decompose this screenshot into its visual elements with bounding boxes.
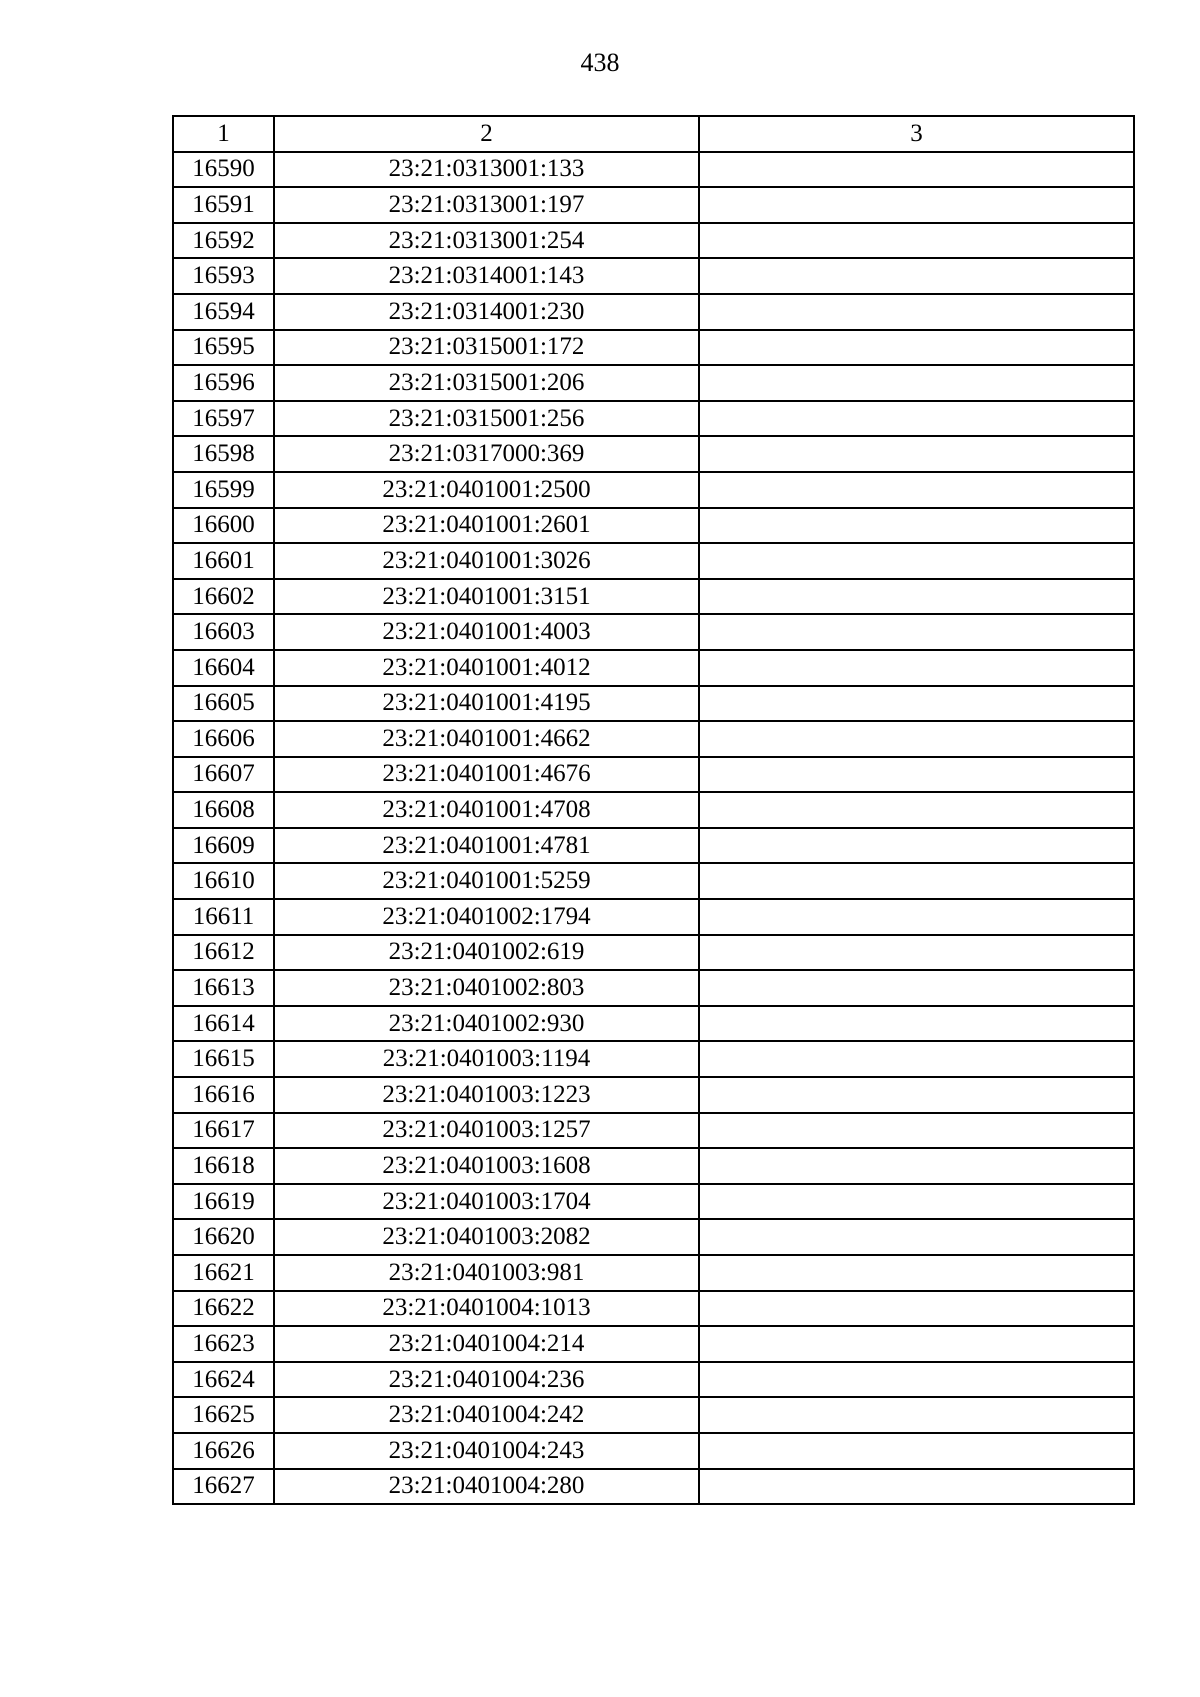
- cadastral-number-cell: 23:21:0401004:236: [274, 1362, 699, 1398]
- notes-cell: [699, 863, 1134, 899]
- cadastral-number-cell: 23:21:0313001:197: [274, 187, 699, 223]
- row-number-cell: 16611: [173, 899, 274, 935]
- notes-cell: [699, 436, 1134, 472]
- notes-cell: [699, 721, 1134, 757]
- cadastral-number-cell: 23:21:0401002:803: [274, 970, 699, 1006]
- notes-cell: [699, 472, 1134, 508]
- notes-cell: [699, 1113, 1134, 1149]
- column-header-1: 1: [173, 116, 274, 152]
- cadastral-number-cell: 23:21:0401001:5259: [274, 863, 699, 899]
- table-row: [173, 543, 1134, 579]
- cadastral-number-cell: 23:21:0314001:143: [274, 258, 699, 294]
- notes-cell: [699, 1041, 1134, 1077]
- row-number-cell: 16613: [173, 970, 274, 1006]
- notes-cell: [699, 1291, 1134, 1327]
- cadastral-number-cell: 23:21:0401001:4195: [274, 686, 699, 722]
- row-number-cell: 16624: [173, 1362, 274, 1398]
- notes-cell: [699, 543, 1134, 579]
- notes-cell: [699, 579, 1134, 615]
- table-row: [173, 223, 1134, 259]
- row-number-cell: 16625: [173, 1397, 274, 1433]
- cadastral-number-cell: 23:21:0401001:4708: [274, 792, 699, 828]
- cadastral-number-cell: 23:21:0401003:2082: [274, 1219, 699, 1255]
- table-row: [173, 1077, 1134, 1113]
- cadastral-number-cell: 23:21:0401001:2601: [274, 508, 699, 544]
- row-number-cell: 16619: [173, 1184, 274, 1220]
- notes-cell: [699, 828, 1134, 864]
- cadastral-number-cell: 23:21:0314001:230: [274, 294, 699, 330]
- table-row: [173, 1255, 1134, 1291]
- table-row: [173, 187, 1134, 223]
- table-row: [173, 686, 1134, 722]
- notes-cell: [699, 187, 1134, 223]
- row-number-cell: 16605: [173, 686, 274, 722]
- notes-cell: [699, 792, 1134, 828]
- notes-cell: [699, 1362, 1134, 1398]
- notes-cell: [699, 686, 1134, 722]
- row-number-cell: 16620: [173, 1219, 274, 1255]
- row-number-cell: 16598: [173, 436, 274, 472]
- table-row: [173, 436, 1134, 472]
- table-row: [173, 365, 1134, 401]
- notes-cell: [699, 1219, 1134, 1255]
- table-row: [173, 401, 1134, 437]
- notes-cell: [699, 1006, 1134, 1042]
- table-row: [173, 828, 1134, 864]
- table-row: [173, 1397, 1134, 1433]
- row-number-cell: 16604: [173, 650, 274, 686]
- table-row: [173, 757, 1134, 793]
- notes-cell: [699, 1469, 1134, 1505]
- notes-cell: [699, 970, 1134, 1006]
- row-number-cell: 16621: [173, 1255, 274, 1291]
- cadastral-number-cell: 23:21:0401004:214: [274, 1326, 699, 1362]
- row-number-cell: 16590: [173, 152, 274, 188]
- table-row: [173, 1184, 1134, 1220]
- cadastral-number-cell: 23:21:0401001:2500: [274, 472, 699, 508]
- notes-cell: [699, 614, 1134, 650]
- cadastral-number-cell: 23:21:0401002:619: [274, 935, 699, 971]
- notes-cell: [699, 1326, 1134, 1362]
- notes-cell: [699, 508, 1134, 544]
- cadastral-number-cell: 23:21:0401001:3026: [274, 543, 699, 579]
- notes-cell: [699, 223, 1134, 259]
- row-number-cell: 16596: [173, 365, 274, 401]
- cadastral-number-cell: 23:21:0401001:4676: [274, 757, 699, 793]
- table-header-row: [173, 116, 1134, 152]
- table-body: [173, 152, 1134, 1505]
- notes-cell: [699, 650, 1134, 686]
- table-row: [173, 579, 1134, 615]
- cadastral-number-cell: 23:21:0401003:1194: [274, 1041, 699, 1077]
- row-number-cell: 16627: [173, 1469, 274, 1505]
- notes-cell: [699, 899, 1134, 935]
- row-number-cell: 16626: [173, 1433, 274, 1469]
- table-row: [173, 508, 1134, 544]
- notes-cell: [699, 365, 1134, 401]
- cadastral-number-cell: 23:21:0313001:133: [274, 152, 699, 188]
- row-number-cell: 16599: [173, 472, 274, 508]
- table-row: [173, 472, 1134, 508]
- table-row: [173, 1006, 1134, 1042]
- notes-cell: [699, 258, 1134, 294]
- cadastral-number-cell: 23:21:0315001:206: [274, 365, 699, 401]
- notes-cell: [699, 1433, 1134, 1469]
- page-number: 438: [580, 48, 620, 77]
- table-row: [173, 1041, 1134, 1077]
- table-row: [173, 258, 1134, 294]
- table-row: [173, 1148, 1134, 1184]
- table-row: [173, 152, 1134, 188]
- row-number-cell: 16595: [173, 330, 274, 366]
- row-number-cell: 16608: [173, 792, 274, 828]
- table-row: [173, 1219, 1134, 1255]
- cadastral-number-cell: 23:21:0401004:243: [274, 1433, 699, 1469]
- table-row: [173, 330, 1134, 366]
- table-row: [173, 970, 1134, 1006]
- row-number-cell: 16607: [173, 757, 274, 793]
- row-number-cell: 16610: [173, 863, 274, 899]
- notes-cell: [699, 1255, 1134, 1291]
- notes-cell: [699, 294, 1134, 330]
- table-row: [173, 792, 1134, 828]
- row-number-cell: 16597: [173, 401, 274, 437]
- cadastral-number-cell: 23:21:0401003:1704: [274, 1184, 699, 1220]
- cadastral-number-cell: 23:21:0401001:4012: [274, 650, 699, 686]
- cadastral-number-cell: 23:21:0315001:172: [274, 330, 699, 366]
- table-row: [173, 1291, 1134, 1327]
- row-number-cell: 16594: [173, 294, 274, 330]
- row-number-cell: 16614: [173, 1006, 274, 1042]
- row-number-cell: 16609: [173, 828, 274, 864]
- notes-cell: [699, 330, 1134, 366]
- row-number-cell: 16618: [173, 1148, 274, 1184]
- notes-cell: [699, 152, 1134, 188]
- row-number-cell: 16615: [173, 1041, 274, 1077]
- table-row: [173, 294, 1134, 330]
- notes-cell: [699, 757, 1134, 793]
- cadastral-number-cell: 23:21:0313001:254: [274, 223, 699, 259]
- cadastral-number-cell: 23:21:0401002:1794: [274, 899, 699, 935]
- row-number-cell: 16592: [173, 223, 274, 259]
- table-row: [173, 650, 1134, 686]
- row-number-cell: 16622: [173, 1291, 274, 1327]
- notes-cell: [699, 935, 1134, 971]
- row-number-cell: 16612: [173, 935, 274, 971]
- cadastral-number-cell: 23:21:0401001:3151: [274, 579, 699, 615]
- row-number-cell: 16603: [173, 614, 274, 650]
- row-number-cell: 16602: [173, 579, 274, 615]
- cadastral-number-cell: 23:21:0401001:4781: [274, 828, 699, 864]
- cadastral-number-cell: 23:21:0401004:242: [274, 1397, 699, 1433]
- column-header-3: 3: [699, 116, 1134, 152]
- notes-cell: [699, 1077, 1134, 1113]
- cadastral-number-cell: 23:21:0317000:369: [274, 436, 699, 472]
- row-number-cell: 16616: [173, 1077, 274, 1113]
- cadastral-number-cell: 23:21:0401001:4662: [274, 721, 699, 757]
- table-row: [173, 1326, 1134, 1362]
- cadastral-number-cell: 23:21:0401004:1013: [274, 1291, 699, 1327]
- cadastral-number-cell: 23:21:0401003:1608: [274, 1148, 699, 1184]
- cadastral-number-cell: 23:21:0315001:256: [274, 401, 699, 437]
- row-number-cell: 16600: [173, 508, 274, 544]
- row-number-cell: 16617: [173, 1113, 274, 1149]
- table-row: [173, 863, 1134, 899]
- table-row: [173, 1362, 1134, 1398]
- table-row: [173, 899, 1134, 935]
- cadastral-number-cell: 23:21:0401003:1223: [274, 1077, 699, 1113]
- table-row: [173, 614, 1134, 650]
- cadastral-number-cell: 23:21:0401001:4003: [274, 614, 699, 650]
- cadastral-number-cell: 23:21:0401002:930: [274, 1006, 699, 1042]
- column-header-2: 2: [274, 116, 699, 152]
- row-number-cell: 16601: [173, 543, 274, 579]
- notes-cell: [699, 1184, 1134, 1220]
- table-row: [173, 1433, 1134, 1469]
- row-number-cell: 16623: [173, 1326, 274, 1362]
- notes-cell: [699, 401, 1134, 437]
- cadastral-table: [172, 115, 1135, 1505]
- table-row: [173, 1113, 1134, 1149]
- table-row: [173, 935, 1134, 971]
- cadastral-number-cell: 23:21:0401003:1257: [274, 1113, 699, 1149]
- row-number-cell: 16606: [173, 721, 274, 757]
- notes-cell: [699, 1397, 1134, 1433]
- cadastral-number-cell: 23:21:0401003:981: [274, 1255, 699, 1291]
- cadastral-number-cell: 23:21:0401004:280: [274, 1469, 699, 1505]
- notes-cell: [699, 1148, 1134, 1184]
- row-number-cell: 16593: [173, 258, 274, 294]
- row-number-cell: 16591: [173, 187, 274, 223]
- table-row: [173, 721, 1134, 757]
- table-row: [173, 1469, 1134, 1505]
